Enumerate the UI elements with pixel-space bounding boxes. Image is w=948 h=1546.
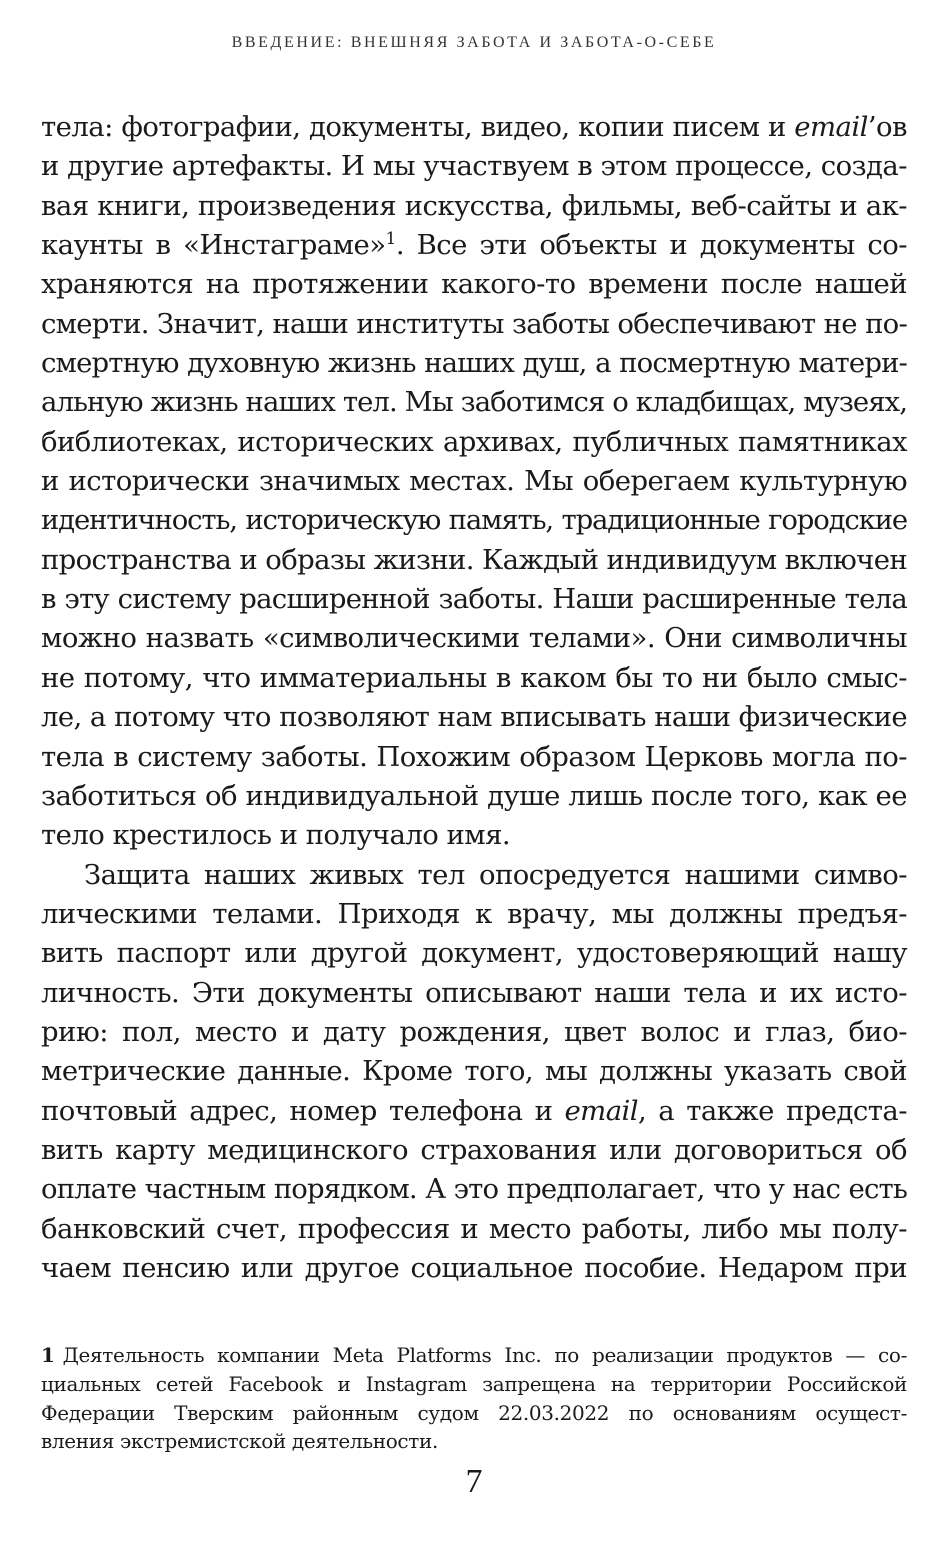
text-line: можно назвать «символическими телами». Они символичны: [41, 622, 907, 655]
text-line: каунты в «Инстаграме»$^1$. Все эти объекты и документы со-: [41, 229, 907, 262]
text-line: тела: фотографии, документы, видео, копии писем и email’ов: [41, 111, 907, 143]
footnote-line: циальных сетей Facebook и Instagram запрещена на территории Российской: [41, 1371, 907, 1396]
text-line: смертную духовную жизнь наших душ, а посмертную матери-: [41, 347, 907, 380]
text-line: в эту систему расширенной заботы. Наши расширенные тела: [41, 583, 907, 616]
text-line: вить паспорт или другой документ, удостоверяющий нашу: [41, 937, 907, 970]
footnote-reference[interactable]: 1: [385, 229, 396, 250]
footnote-line: 1 Деятельность компании Meta Platforms Inc. по реализации продуктов — со-: [41, 1343, 907, 1367]
text-line: рию: пол, место и дату рождения, цвет волос и глаз, био-: [41, 1015, 907, 1048]
page-number: 7: [465, 1463, 483, 1500]
body-text: [41, 108, 907, 1288]
text-line: заботиться об индивидуальной душе лишь после того, как ее: [41, 779, 907, 812]
footnote-number: 1: [41, 1343, 55, 1367]
text-line: пространства и образы жизни. Каждый индивидуум включен: [41, 543, 907, 576]
text-line: ле, а потому что позволяют нам вписывать наши физические: [41, 701, 907, 734]
text-line: и исторически значимых местах. Мы оберегаем культурную: [41, 465, 907, 498]
text-line: и другие артефакты. И мы участвуем в этом процессе, созда-: [41, 150, 907, 183]
running-head: ВВЕДЕНИЕ: ВНЕШНЯЯ ЗАБОТА И ЗАБОТА-О-СЕБЕ: [231, 34, 717, 51]
text-line: лическими телами. Приходя к врачу, мы должны предъя-: [41, 897, 907, 930]
text-line: не потому, что имматериальны в каком бы то ни было смыс-: [41, 661, 907, 694]
text-line: смерти. Значит, наши институты заботы обеспечивают не по-: [41, 307, 907, 340]
text-line: вая книги, произведения искусства, фильмы, веб-сайты и ак-: [41, 189, 907, 222]
text-line: вить карту медицинского страхования или договориться об: [41, 1133, 907, 1166]
text-line: храняются на протяжении какого-то времени после нашей: [41, 268, 907, 301]
text-line: личность. Эти документы описывают наши тела и их исто-: [41, 976, 907, 1009]
text-line: библиотеках, исторических архивах, публичных памятниках: [41, 425, 907, 458]
text-line: банковский счет, профессия и место работы, либо мы полу-: [41, 1212, 907, 1245]
italic-term: email: [794, 111, 868, 143]
footnote-line: Федерации Тверским районным судом 22.03.2022 по основаниям осущест-: [41, 1400, 907, 1425]
text-line: идентичность, историческую память, традиционные городские: [41, 504, 907, 537]
text-line: Защита наших живых тел опосредуется нашими симво-: [84, 858, 907, 891]
text-line: альную жизнь наших тел. Мы заботимся о кладбищах, музеях,: [41, 386, 907, 419]
italic-term: email: [564, 1094, 639, 1127]
text-line: чаем пенсию или другое социальное пособие. Недаром при: [41, 1251, 907, 1284]
footnote-line: вления экстремистской деятельности.: [41, 1429, 438, 1454]
text-line: оплате частным порядком. А это предполагает, что у нас есть: [41, 1173, 907, 1206]
text-line: тела в систему заботы. Похожим образом Церковь могла по-: [41, 740, 907, 773]
text-line: тело крестилось и получало имя.: [41, 819, 511, 852]
text-line: почтовый адрес, номер телефона и email, а также предста-: [41, 1094, 907, 1127]
footnote: [41, 1341, 907, 1456]
text-line: метрические данные. Кроме того, мы должны указать свой: [41, 1055, 907, 1088]
